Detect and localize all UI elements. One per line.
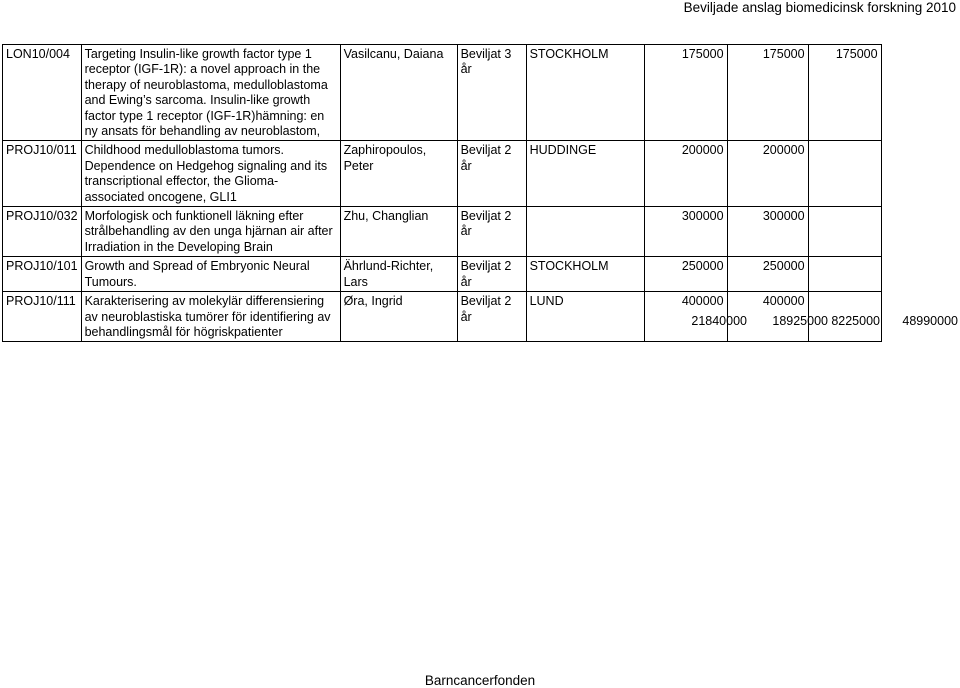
amount-2: 250000 [727,257,808,292]
table-row [3,257,882,292]
amount-3 [808,257,881,292]
total-3: 8225000 [831,314,880,328]
applicant-name: Øra, Ingrid [340,292,457,342]
table-row [3,45,882,141]
applicant-name: Zhu, Changlian [340,207,457,257]
amount-1: 300000 [644,207,727,257]
amount-3 [808,207,881,257]
grant-status: Beviljat 2 år [457,207,526,257]
amount-2: 400000 [727,292,808,342]
amount-3: 175000 [808,45,881,141]
page-header-title: Beviljade anslag biomedicinsk forskning 2010 [683,0,956,15]
grants-table [2,44,882,342]
amount-1: 400000 [644,292,727,342]
grant-status: Beviljat 3 år [457,45,526,141]
city: HUDDINGE [526,141,644,207]
amount-1: 250000 [644,257,727,292]
amount-2: 200000 [727,141,808,207]
project-title: Childhood medulloblastoma tumors. Dependence on Hedgehog signaling and its transcriptional effector, the Glioma-associated oncogene, GLI1 [81,141,340,207]
total-2: 18925000 [772,314,828,328]
project-id: PROJ10/101 [3,257,82,292]
amount-1: 175000 [644,45,727,141]
applicant-name: Zaphiropoulos, Peter [340,141,457,207]
applicant-name: Ährlund-Richter, Lars [340,257,457,292]
city [526,207,644,257]
grant-status: Beviljat 2 år [457,141,526,207]
project-title: Growth and Spread of Embryonic Neural Tumours. [81,257,340,292]
project-id: PROJ10/011 [3,141,82,207]
project-id: PROJ10/032 [3,207,82,257]
grant-status: Beviljat 2 år [457,292,526,342]
grant-status: Beviljat 2 år [457,257,526,292]
amount-3 [808,141,881,207]
amount-1: 200000 [644,141,727,207]
totals-row [0,314,960,330]
project-id: PROJ10/111 [3,292,82,342]
project-title: Targeting Insulin-like growth factor type 1 receptor (IGF-1R): a novel approach in the therapy of neuroblastoma, medulloblastoma and Ewing’s sarcoma. Insulin-like growth factor type 1 receptor (IGF-1R)hämning: en ny ansats för behandling av neuroblastom, [81,45,340,141]
project-id: LON10/004 [3,45,82,141]
amount-2: 300000 [727,207,808,257]
amount-2: 175000 [727,45,808,141]
total-1: 21840000 [691,314,747,328]
table-row [3,141,882,207]
page-footer: Barncancerfonden [424,673,536,688]
city: STOCKHOLM [526,45,644,141]
table-row [3,207,882,257]
city: STOCKHOLM [526,257,644,292]
city: LUND [526,292,644,342]
total-4: 48990000 [902,314,958,328]
project-title: Karakterisering av molekylär differensiering av neuroblastiska tumörer för identifiering av behandlingsmål för högriskpatienter [81,292,340,342]
applicant-name: Vasilcanu, Daiana [340,45,457,141]
project-title: Morfologisk och funktionell läkning efter strålbehandling av den unga hjärnan air after Irradiation in the Developing Brain [81,207,340,257]
